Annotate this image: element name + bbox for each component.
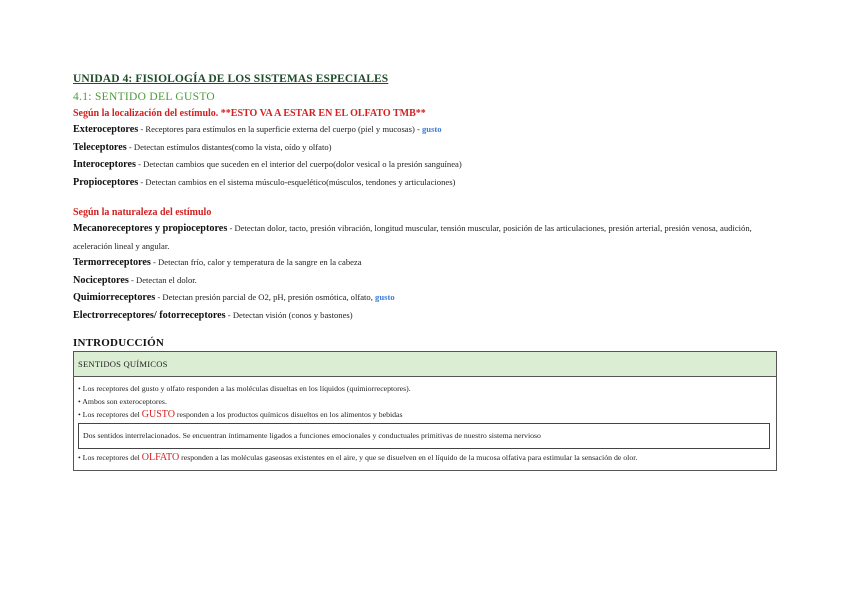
spacer (73, 191, 777, 204)
document-page (73, 72, 777, 471)
definition-nociceptores (73, 272, 777, 290)
definition-propioceptores (73, 174, 777, 192)
definition-term: Electrorreceptores/ fotorreceptores (73, 309, 226, 321)
definition-text: - Detectan frío, calor y temperatura de la sangre en la cabeza (150, 257, 362, 267)
definition-text: - Detectan estímulos distantes(como la vista, oído y olfato) (126, 141, 332, 152)
definition-term: Teleceptores (73, 141, 127, 153)
definition-text: - Detectan cambios que suceden en el interior del cuerpo(dolor vesical o la presión sanguínea) (136, 159, 462, 169)
heading-localizacion: Según la localización del estímulo. **ESTO VA A ESTAR EN EL OLFATO TMB** (73, 108, 426, 119)
unit-title: UNIDAD 4: FISIOLOGÍA DE LOS SISTEMAS ESPECIALES (73, 73, 389, 85)
definition-quimiorreceptores (73, 289, 777, 307)
naturaleza-list (73, 220, 777, 324)
definition-mecanoreceptores (73, 220, 777, 254)
definition-text: - Receptores para estímulos en la superficie externa del cuerpo (piel y mucosas) - (138, 124, 422, 134)
definition-text: - Detectan visión (conos y bastones) (225, 309, 353, 320)
inner-note-box: Dos sentidos interrelacionados. Se encuentran íntimamente ligados a funciones emocionales y conductuales primitivas de nuestro sistema nervioso (78, 423, 770, 449)
highlight-gusto-red: GUSTO (141, 409, 175, 420)
definition-text: - Detectan cambios en el sistema músculo-esquelético(músculos, tendones y articulaciones) (138, 176, 456, 187)
highlight-gusto: gusto (375, 292, 395, 302)
box-body (74, 377, 776, 470)
definition-term: Exteroceptores (73, 124, 139, 135)
definition-interoceptores (73, 156, 777, 174)
definition-text: - Detectan dolor, tacto, presión vibración, longitud muscular, tensión muscular, posición de las articulaciones, presión arterial, presión venosa, audición, aceleración lineal y angular. (73, 223, 752, 251)
definition-exteroceptores (73, 121, 777, 139)
definition-term: Nociceptores (73, 274, 129, 286)
definition-term: Quimiorreceptores (73, 292, 156, 303)
definition-text: - Detectan el dolor. (128, 274, 197, 285)
sentidos-quimicos-box (73, 351, 777, 471)
heading-naturaleza: Según la naturaleza del estímulo (73, 207, 212, 218)
intro-title: INTRODUCCIÓN (73, 337, 165, 349)
bullet-text: • Los receptores del (78, 453, 142, 462)
definition-electrorreceptores (73, 307, 777, 325)
bullet-text: responden a las moléculas gaseosas existentes en el aire, y que se disuelven en el líquido de la mucosa olfativa para estimular la sensación de olor. (179, 453, 638, 462)
bullet-text: • Los receptores del (78, 410, 142, 419)
box-header: SENTIDOS QUÍMICOS (74, 352, 776, 377)
highlight-gusto: gusto (422, 124, 442, 134)
bullet-text: responden a los productos químicos disueltos en los alimentos y bebidas (174, 410, 403, 419)
definition-teleceptores (73, 139, 777, 157)
definition-termorreceptores (73, 254, 777, 272)
bullet-exteroceptores: • Ambos son exteroceptores. (78, 397, 167, 406)
bullet-olfato (78, 451, 772, 464)
definition-term: Propioceptores (73, 176, 139, 188)
definition-text: - Detectan presión parcial de O2, pH, presión osmótica, olfato, (155, 292, 376, 302)
localizacion-list (73, 121, 777, 191)
definition-term: Interoceptores (73, 159, 136, 170)
bullet-gusto (78, 408, 772, 421)
section-title: 4.1: SENTIDO DEL GUSTO (73, 91, 216, 103)
highlight-olfato-red: OLFATO (141, 452, 180, 463)
definition-term: Termorreceptores (73, 257, 151, 268)
bullet-quimiorreceptores: • Los receptores del gusto y olfato responden a las moléculas disueltas en los líquidos (quimiorreceptores). (78, 384, 411, 393)
definition-term: Mecanoreceptores y propioceptores (73, 223, 228, 234)
